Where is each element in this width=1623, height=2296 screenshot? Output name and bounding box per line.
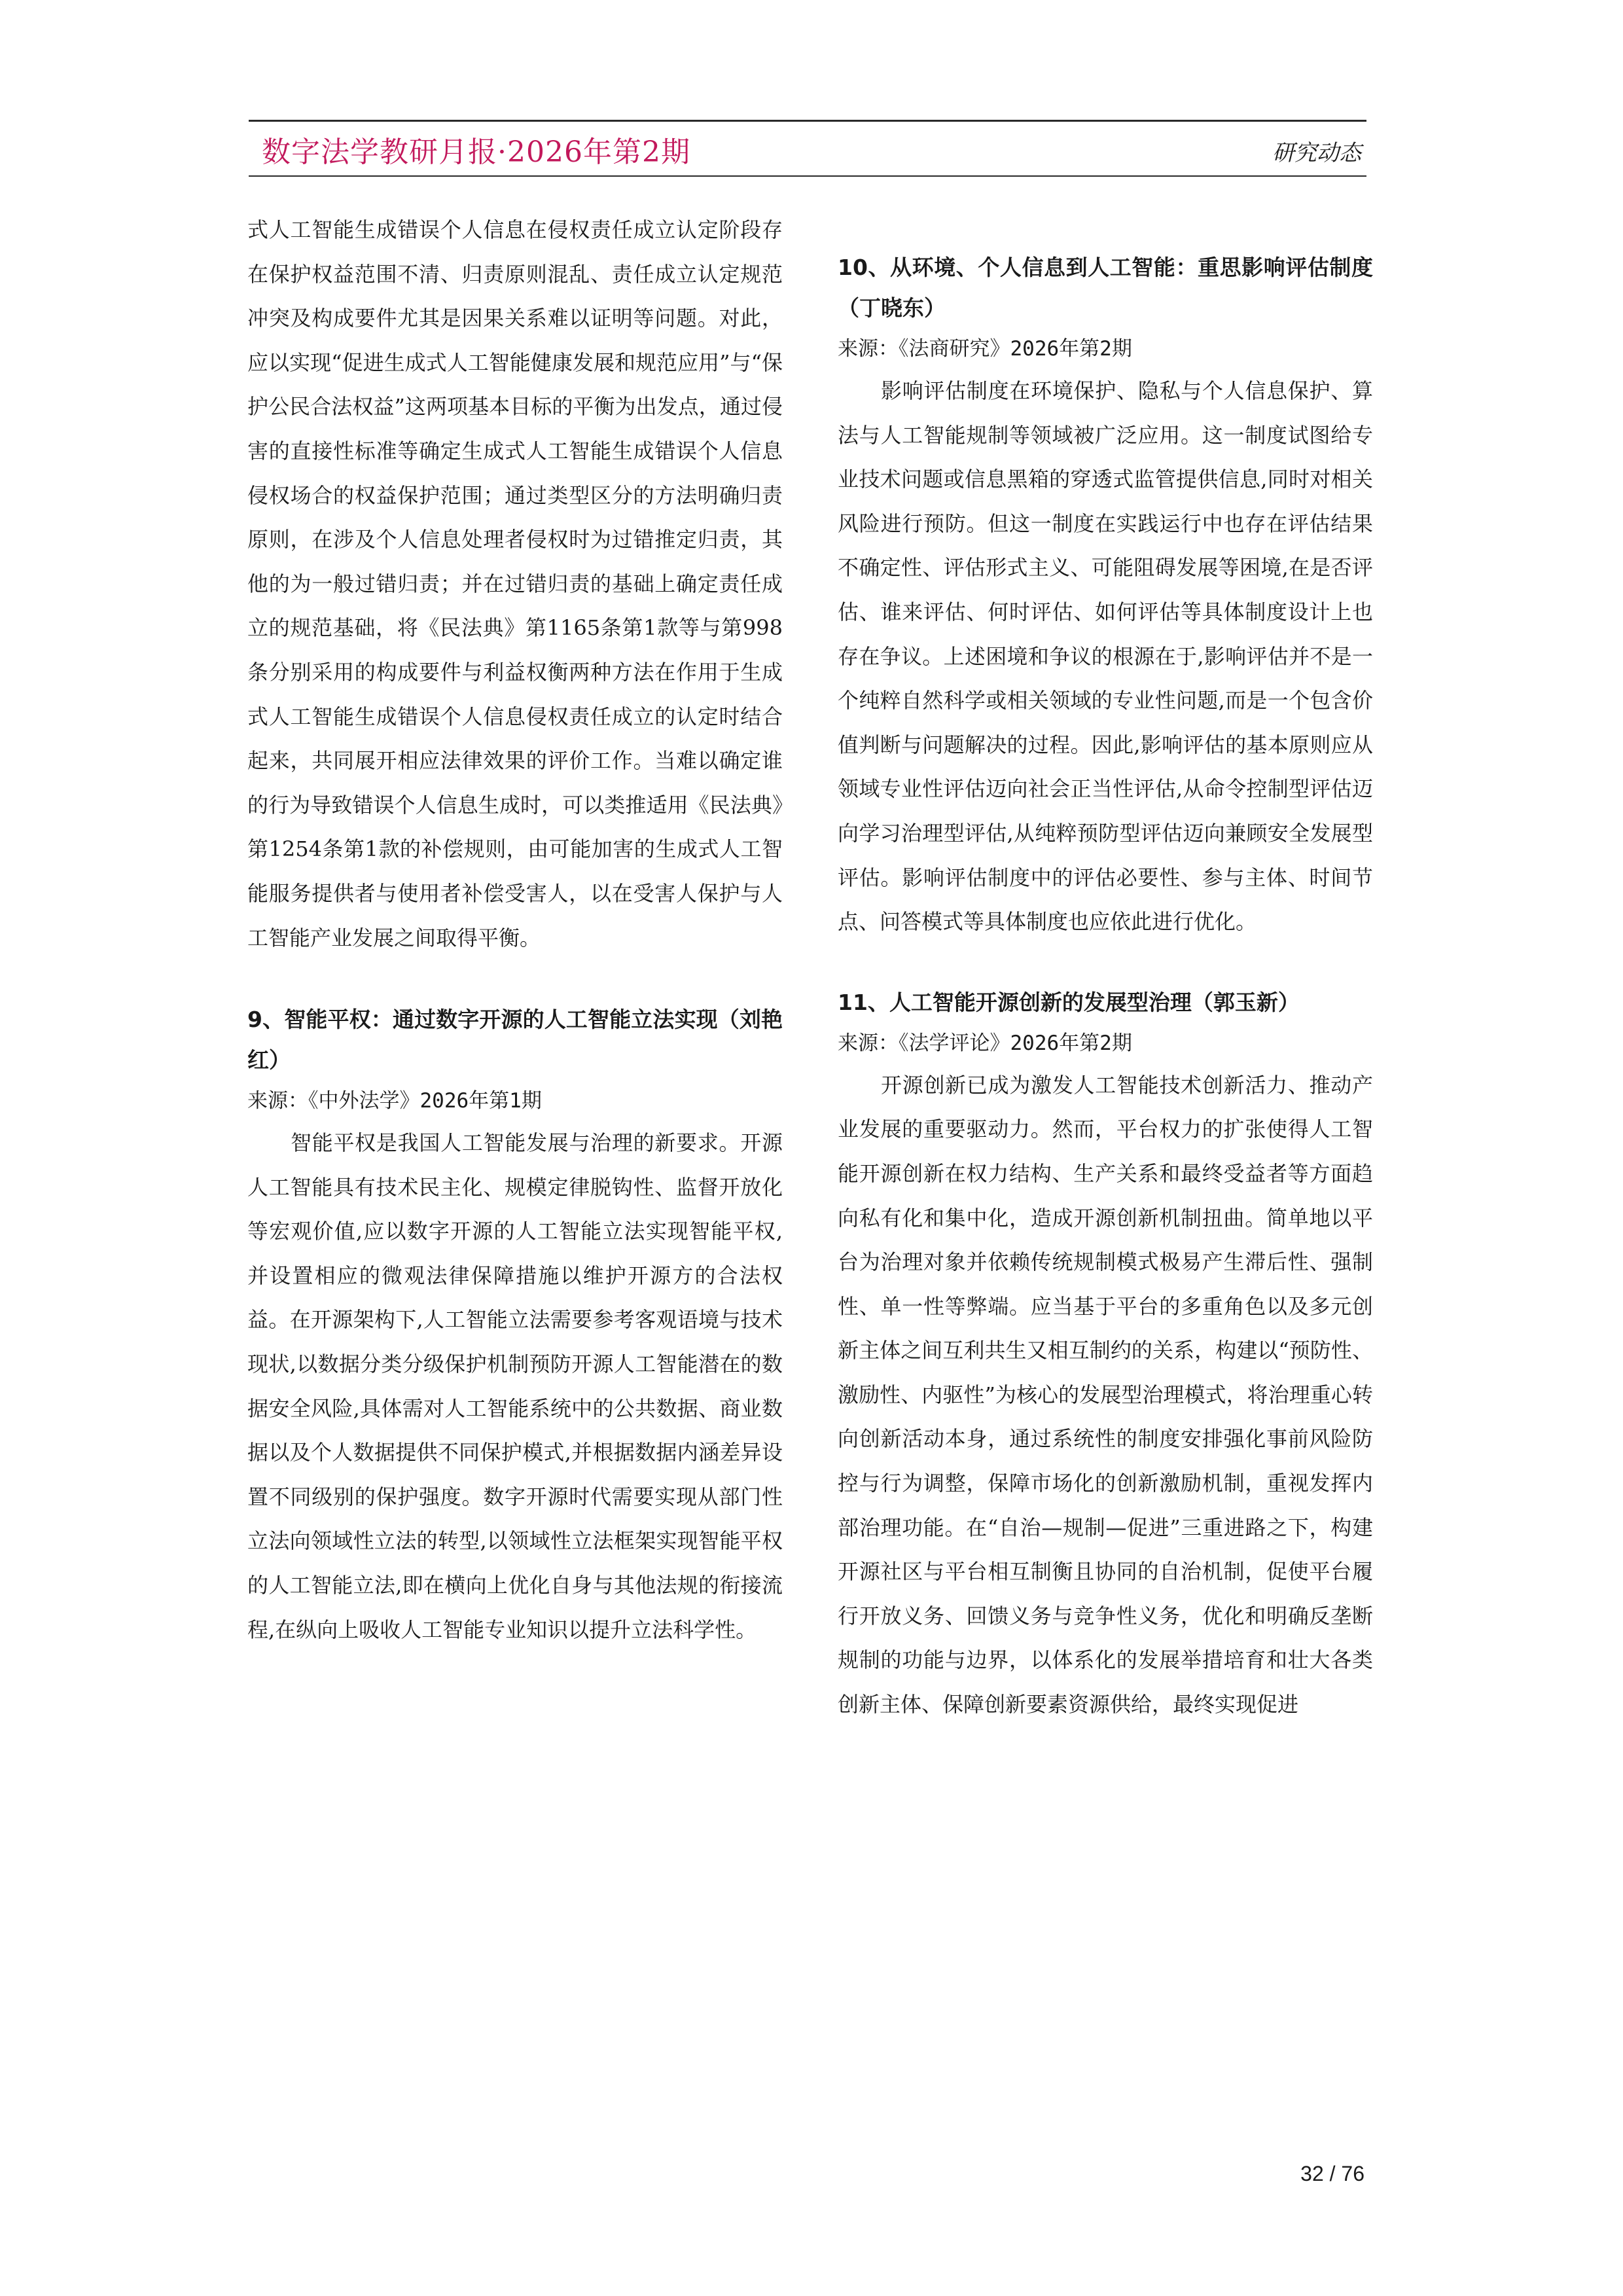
article-11 bbox=[838, 982, 1373, 1727]
spacer bbox=[838, 208, 1373, 247]
article-title: 11、人工智能开源创新的发展型治理（郭玉新） bbox=[838, 989, 1300, 1015]
left-column bbox=[247, 208, 783, 1652]
article-abstract: 智能平权是我国人工智能发展与治理的新要求。开源人工智能具有技术民主化、规模定律脱钩性、监督开放化等宏观价值,应以数字开源的人工智能立法实现智能平权,并设置相应的微观法律保障措施以维护开源方的合法权益。在开源架构下,人工智能立法需要参考客观语境与技术现状,以数据分类分级保护机制预防开源人工智能潜在的数据安全风险,具体需对人工智能系统中的公共数据、商业数据以及个人数据提供不同保护模式,并根据数据内涵差异设置不同级别的保护强度。数字开源时代需要实现从部门性立法向领域性立法的转型,以领域性立法框架实现智能平权的人工智能立法,即在横向上优化自身与其他法规的衔接流程,在纵向上吸收人工智能专业知识以提升立法科学性。 bbox=[247, 1130, 783, 1642]
right-column bbox=[838, 208, 1373, 1727]
article-abstract: 开源创新已成为激发人工智能技术创新活力、推动产业发展的重要驱动力。然而，平台权力的扩张使得人工智能开源创新在权力结构、生产关系和最终受益者等方面趋向私有化和集中化，造成开源创新机制扭曲。简单地以平台为治理对象并依赖传统规制模式极易产生滞后性、强制性、单一性等弊端。应当基于平台的多重角色以及多元创新主体之间互利共生又相互制约的关系，构建以“预防性、激励性、内驱性”为核心的发展型治理模式，将治理重心转向创新活动本身，通过系统性的制度安排强化事前风险防控与行为调整，保障市场化的创新激励机制，重视发挥内部治理功能。在“自治—规制—促进”三重进路之下，构建开源社区与平台相互制衡且协同的自治机制，促使平台履行开放义务、回馈义务与竞争性义务，优化和明确反垄断规制的功能与边界，以体系化的发展举措培育和壮大各类创新主体、保障创新要素资源供给，最终实现促进 bbox=[838, 1072, 1373, 1717]
section-label: 研究动态 bbox=[1272, 140, 1361, 166]
continued-abstract: 式人工智能生成错误个人信息在侵权责任成立认定阶段存在保护权益范围不清、归责原则混乱、责任成立认定规范冲突及构成要件尤其是因果关系难以证明等问题。对此，应以实现“促进生成式人工智能健康发展和规范应用”与“保护公民合法权益”这两项基本目标的平衡为出发点，通过侵害的直接性标准等确定生成式人工智能生成错误个人信息侵权场合的权益保护范围；通过类型区分的方法明确归责原则，在涉及个人信息处理者侵权时为过错推定归责，其他的为一般过错归责；并在过错归责的基础上确定责任成立的规范基础，将《民法典》第1165条第1款等与第998条分别采用的构成要件与利益权衡两种方法在作用于生成式人工智能生成错误个人信息侵权责任成立的认定时结合起来，共同展开相应法律效果的评价工作。当难以确定谁的行为导致错误个人信息生成时，可以类推适用《民法典》第1254条第1款的补偿规则，由可能加害的生成式人工智能服务提供者与使用者补偿受害人，以在受害人保护与人工智能产业发展之间取得平衡。 bbox=[247, 217, 783, 950]
header-top-rule bbox=[249, 120, 1366, 122]
article-9 bbox=[247, 999, 783, 1652]
article-title: 9、智能平权：通过数字开源的人工智能立法实现（刘艳红） bbox=[247, 1007, 783, 1073]
article-source: 来源：《法商研究》2026年第2期 bbox=[838, 337, 1132, 361]
journal-title: 数字法学教研月报·2026年第2期 bbox=[262, 135, 690, 169]
article-title: 10、从环境、个人信息到人工智能：重思影响评估制度（丁晓东） bbox=[838, 255, 1373, 321]
spacer bbox=[838, 944, 1373, 982]
page-number: 32 / 76 bbox=[1300, 2162, 1364, 2185]
header-bottom-rule bbox=[249, 175, 1366, 177]
article-source: 来源：《法学评论》2026年第2期 bbox=[838, 1031, 1132, 1055]
article-source: 来源：《中外法学》2026年第1期 bbox=[247, 1089, 542, 1113]
article-abstract: 影响评估制度在环境保护、隐私与个人信息保护、算法与人工智能规制等领域被广泛应用。这一制度试图给专业技术问题或信息黑箱的穿透式监管提供信息,同时对相关风险进行预防。但这一制度在实践运行中也存在评估结果不确定性、评估形式主义、可能阻碍发展等困境,在是否评估、谁来评估、何时评估、如何评估等具体制度设计上也存在争议。上述困境和争议的根源在于,影响评估并不是一个纯粹自然科学或相关领域的专业性问题,而是一个包含价值判断与问题解决的过程。因此,影响评估的基本原则应从领域专业性评估迈向社会正当性评估,从命令控制型评估迈向学习治理型评估,从纯粹预防型评估迈向兼顾安全发展型评估。影响评估制度中的评估必要性、参与主体、时间节点、问答模式等具体制度也应依此进行优化。 bbox=[838, 378, 1373, 935]
spacer bbox=[247, 960, 783, 999]
article-10 bbox=[838, 247, 1373, 944]
